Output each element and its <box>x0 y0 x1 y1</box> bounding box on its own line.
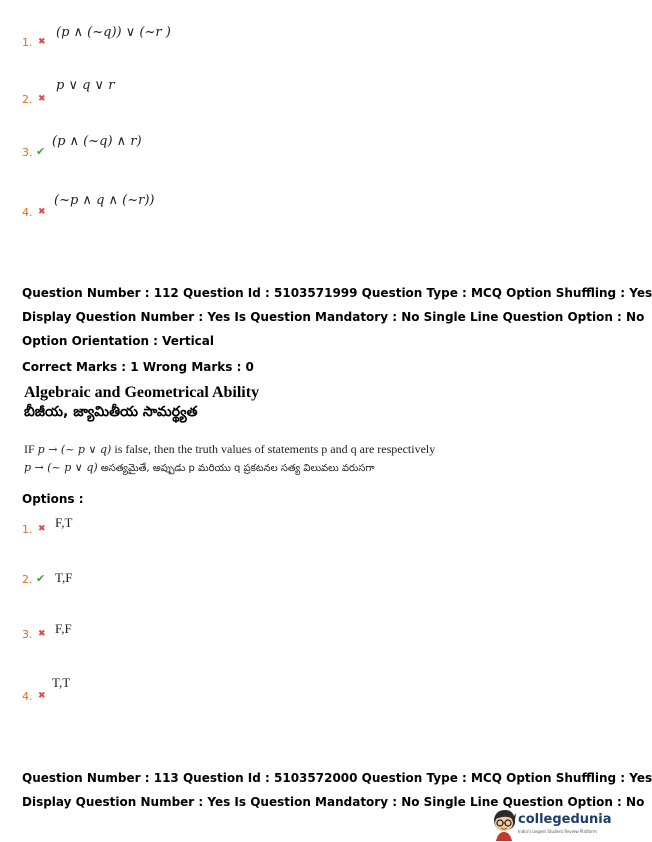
question-meta-line: Question Number : 112 Question Id : 5103571999 Question Type : MCQ Option Shuffling : Yes <box>22 286 652 300</box>
wrong-mark-icon: ✖ <box>38 207 46 217</box>
collegedunia-logo <box>490 806 612 842</box>
question-meta-line: Display Question Number : Yes Is Question Mandatory : No Single Line Question Option : No <box>22 310 645 324</box>
subject-title-en: Algebraic and Geometrical Ability <box>24 384 260 401</box>
stem-math: p → (~ p ∨ q) <box>37 443 112 456</box>
logo-wordmark: collegedunia <box>518 812 612 827</box>
correct-mark-icon: ✔ <box>36 145 46 158</box>
option-text: T,F <box>55 570 73 585</box>
option-text: (p ∧ (~q)) ∨ (~r ) <box>56 25 171 40</box>
option-number: 1. <box>22 523 33 536</box>
option-number: 4. <box>22 206 33 219</box>
option-number: 1. <box>22 36 33 49</box>
mascot-icon <box>490 807 518 841</box>
question-meta-line: Display Question Number : Yes Is Question Mandatory : No Single Line Question Option : No <box>22 795 645 809</box>
options-label: Options : <box>22 492 84 506</box>
logo-tagline: India's largest Student Review Platform <box>518 829 597 834</box>
question-meta-line: Question Number : 113 Question Id : 5103572000 Question Type : MCQ Option Shuffling : Yes <box>22 771 652 785</box>
question-marks: Correct Marks : 1 Wrong Marks : 0 <box>22 360 254 374</box>
option-number: 2. <box>22 573 33 586</box>
question-meta-line: Option Orientation : Vertical <box>22 334 215 348</box>
correct-mark-icon: ✔ <box>36 572 46 585</box>
subject-title-te: బీజీయ, జ్యామితీయ సామర్థ్యత <box>24 404 198 420</box>
wrong-mark-icon: ✖ <box>38 94 46 104</box>
stem-text: అసత్యమైతే, అప్పుడు p మరియు q ప్రకటనల సత్య విలువలు వరుసగా <box>100 463 375 474</box>
stem-prefix: IF <box>24 442 35 456</box>
option-number: 2. <box>22 93 33 106</box>
option-text: p ∨ q ∨ r <box>56 78 115 93</box>
question-stem-en <box>24 442 435 457</box>
wrong-mark-icon: ✖ <box>38 629 46 639</box>
option-text: F,T <box>55 515 73 530</box>
stem-text: is false, then the truth values of statements p and q are respectively <box>114 442 436 456</box>
option-number: 4. <box>22 690 33 703</box>
option-text: T,T <box>52 675 71 690</box>
stem-math: p → (~ p ∨ q) <box>24 461 98 474</box>
option-number: 3. <box>22 146 33 159</box>
option-text: (~p ∧ q ∧ (~r)) <box>54 193 155 208</box>
wrong-mark-icon: ✖ <box>38 691 46 701</box>
wrong-mark-icon: ✖ <box>38 37 46 47</box>
wrong-mark-icon: ✖ <box>38 524 46 534</box>
option-number: 3. <box>22 628 33 641</box>
question-stem-te <box>24 460 375 476</box>
option-text: (p ∧ (~q) ∧ r) <box>52 134 142 149</box>
option-text: F,F <box>55 621 72 636</box>
